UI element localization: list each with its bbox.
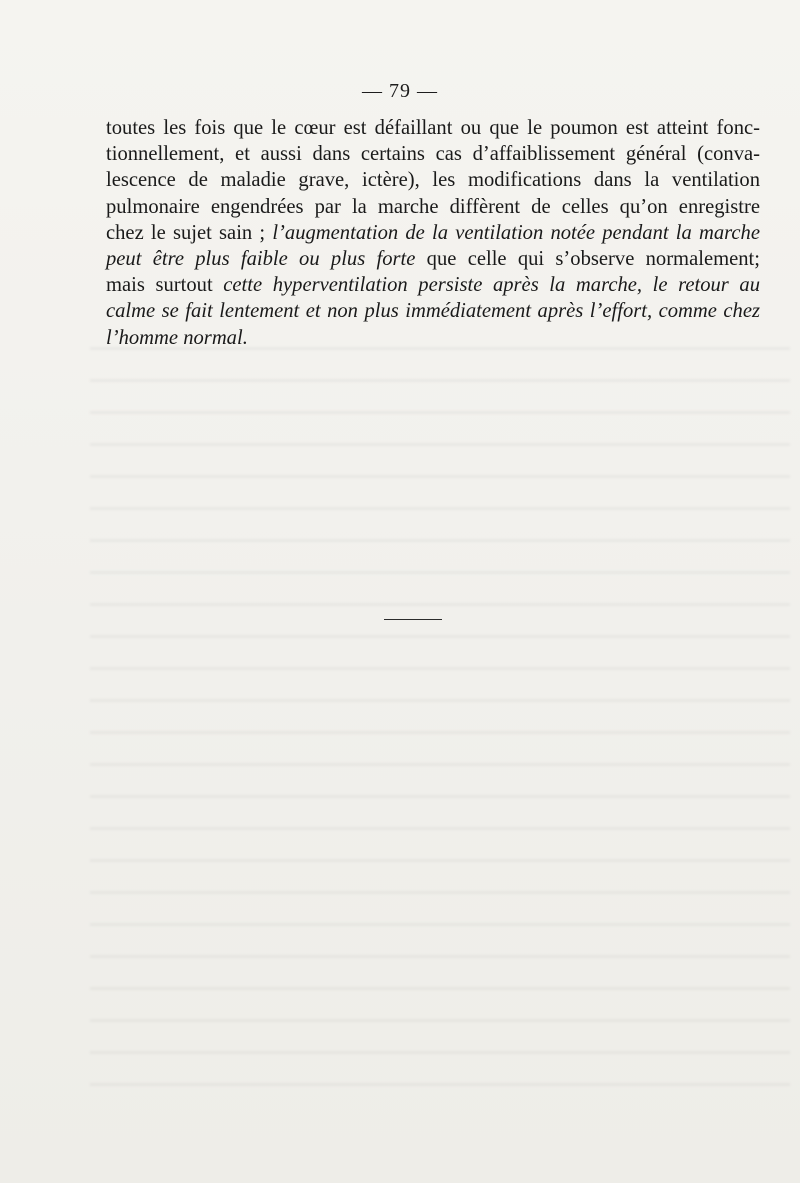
text-segment: mais surtout xyxy=(106,274,224,297)
italic-text-segment: l’homme normal. xyxy=(106,326,248,349)
text-line xyxy=(106,194,760,220)
section-rule xyxy=(384,619,442,620)
italic-text-segment: cette hyperventilation persiste après la marche, le retour au xyxy=(223,274,760,297)
text-line xyxy=(106,141,760,167)
page-number: — 79 — xyxy=(362,80,438,102)
text-segment: toutes les fois que le cœur est défaillant ou que le poumon est atteint fonc- xyxy=(106,117,760,139)
text-segment: que celle qui s’observe normalement; xyxy=(415,248,760,271)
italic-text-segment: l’augmentation de la ventilation notée pendant la marche xyxy=(272,221,760,244)
text-line xyxy=(106,272,760,298)
italic-text-segment: calme se fait lentement et non plus immédiatement après l’effort, comme chez xyxy=(106,300,760,323)
text-line xyxy=(106,246,760,272)
show-through-texture xyxy=(90,330,790,1090)
text-line xyxy=(106,298,760,324)
italic-text-segment: peut être plus faible ou plus forte xyxy=(106,248,416,271)
text-line xyxy=(106,325,760,351)
text-line xyxy=(106,115,760,141)
body-paragraph xyxy=(106,115,760,351)
text-segment: lescence de maladie grave, ictère), les modifications dans la ventilation xyxy=(106,169,760,192)
text-segment: chez le sujet sain ; xyxy=(106,221,273,244)
text-segment: tionnellement, et aussi dans certains cas d’affaiblissement général (conva- xyxy=(106,143,760,166)
text-line xyxy=(106,220,760,246)
text-segment: pulmonaire engendrées par la marche diffèrent de celles qu’on enregistre xyxy=(106,195,760,218)
text-line xyxy=(106,167,760,193)
